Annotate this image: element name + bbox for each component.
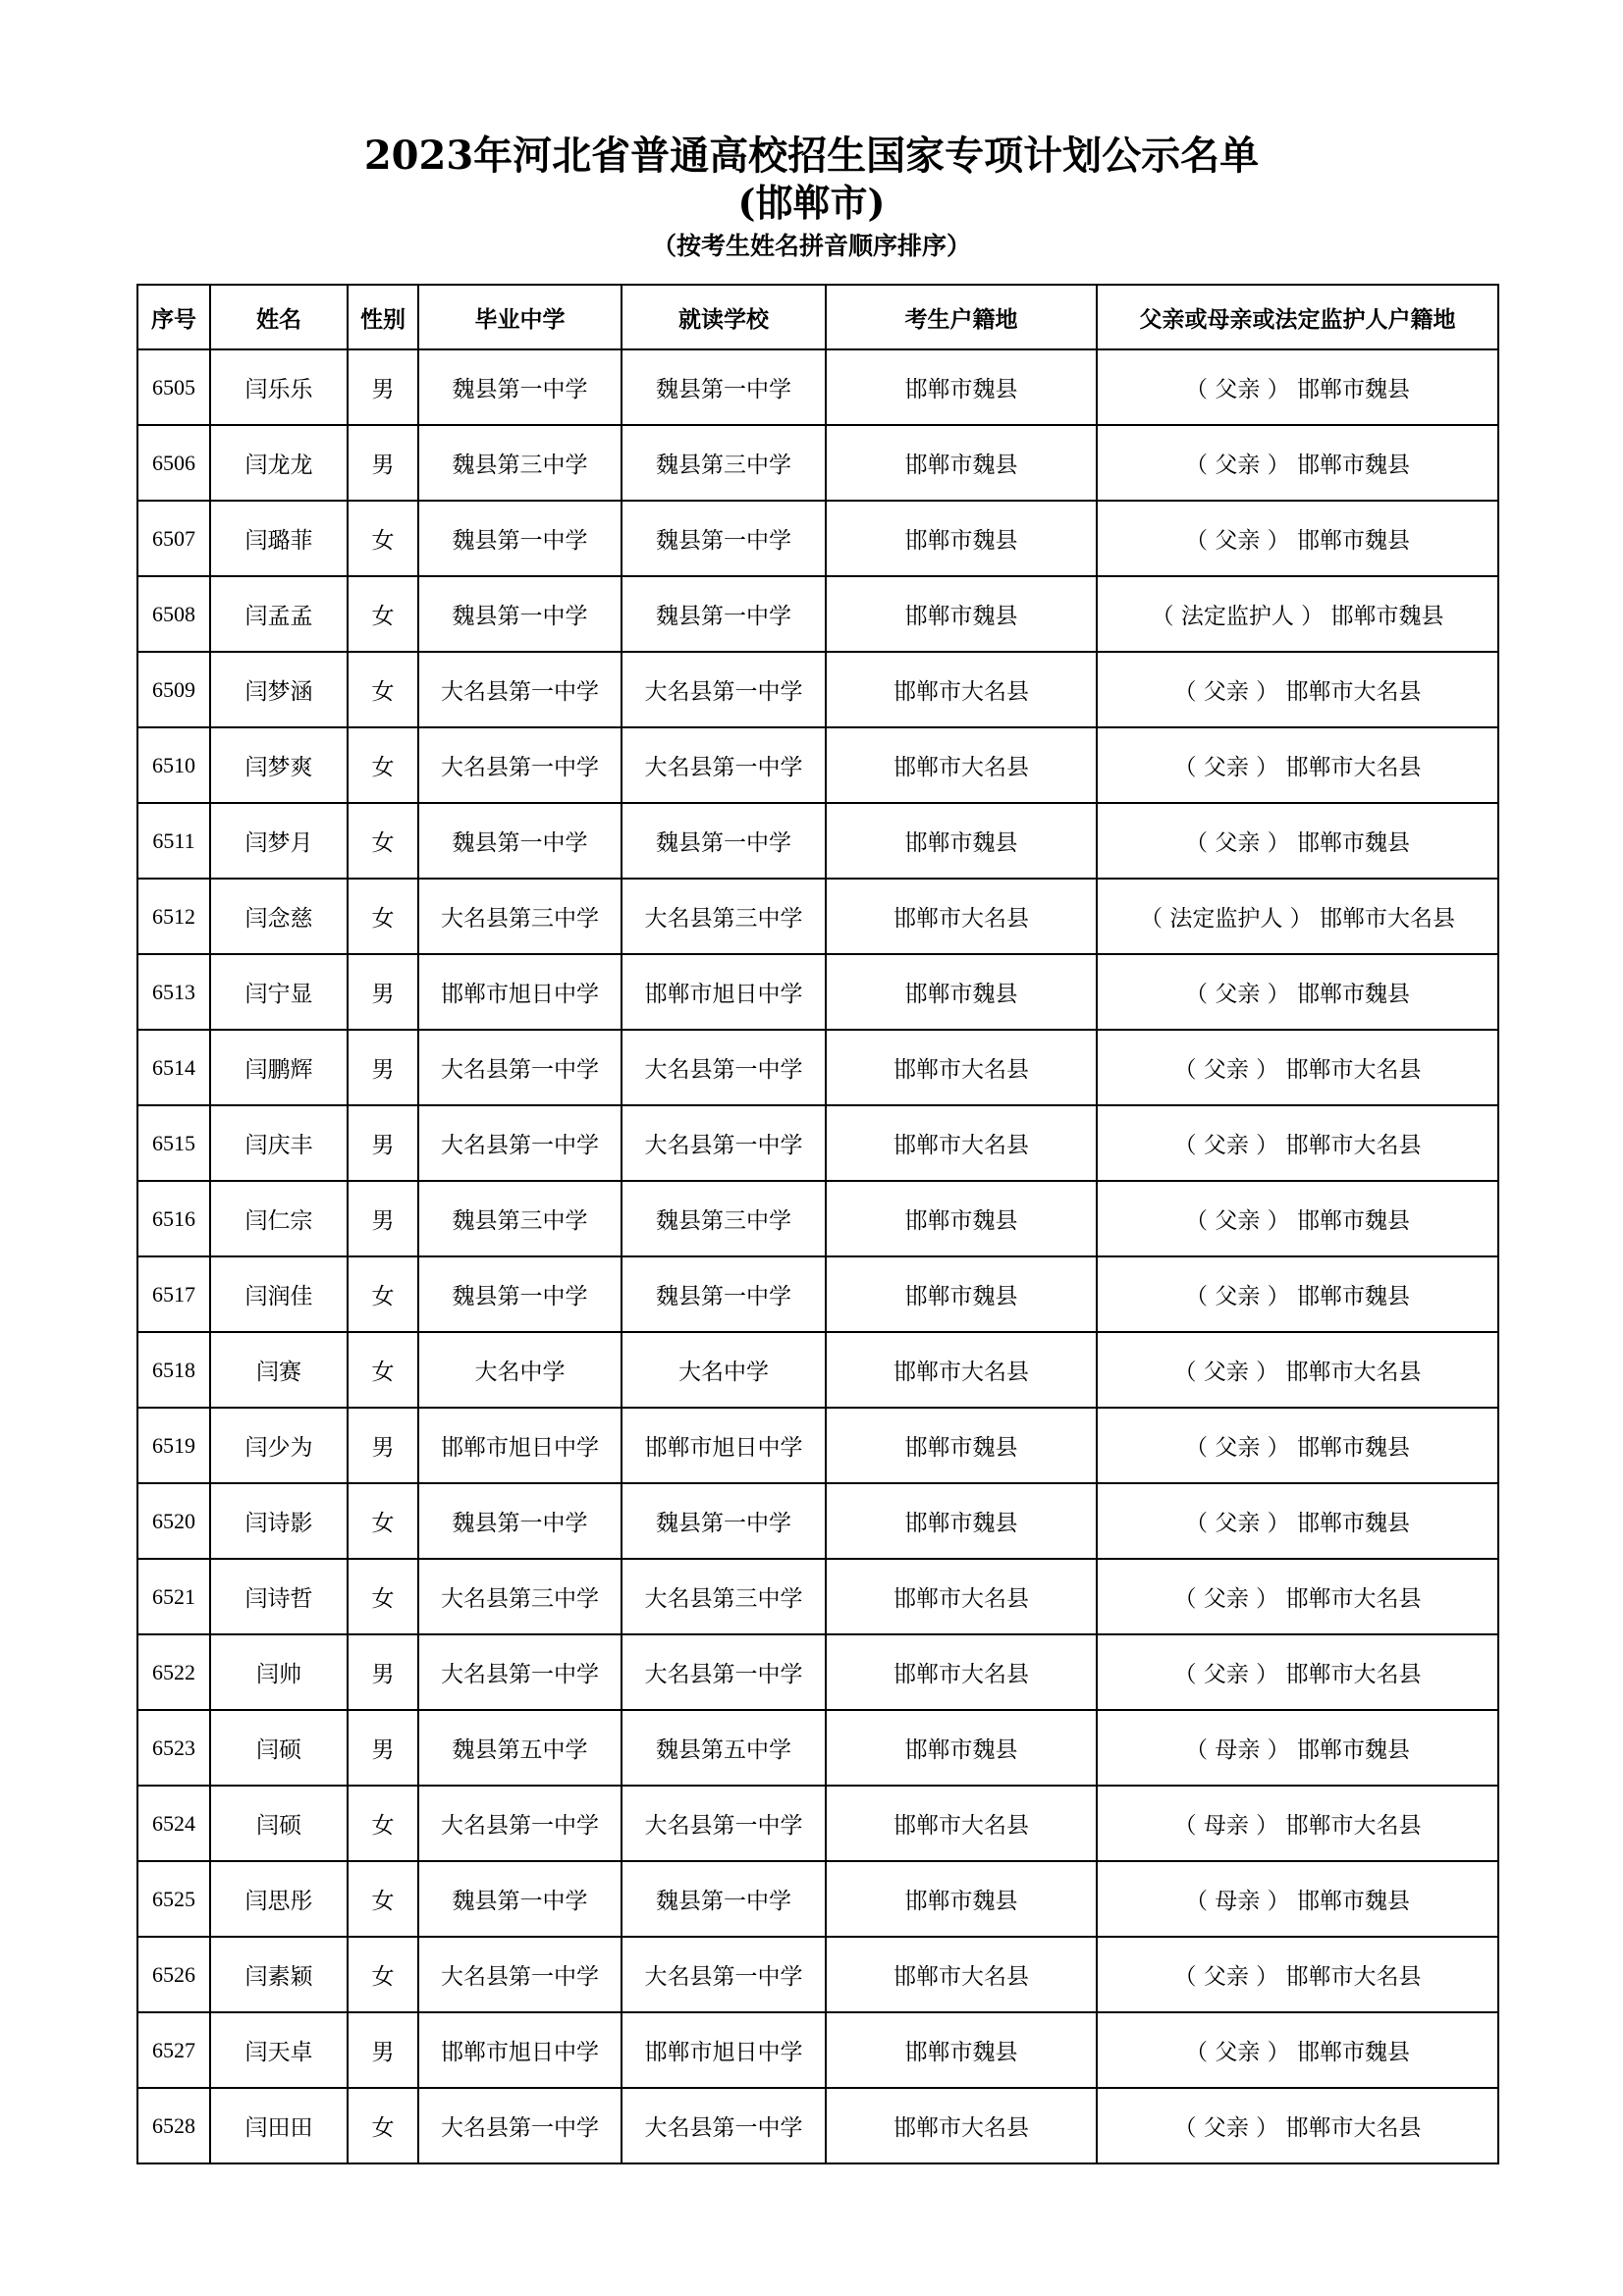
cell-current-school: 魏县第三中学	[622, 1181, 826, 1256]
table-row	[137, 1181, 1498, 1256]
header-gender: 性别	[348, 285, 418, 349]
cell-graduation-school: 大名中学	[418, 1332, 622, 1408]
header-graduation-school: 毕业中学	[418, 285, 622, 349]
cell-current-school: 大名中学	[622, 1332, 826, 1408]
cell-guardian-registration: （ 母亲 ） 邯郸市魏县	[1097, 1861, 1498, 1937]
table-row	[137, 652, 1498, 727]
cell-gender: 男	[348, 1408, 418, 1483]
cell-gender: 女	[348, 501, 418, 576]
table-header-row	[137, 285, 1498, 349]
cell-guardian-registration: （ 父亲 ） 邯郸市大名县	[1097, 1937, 1498, 2012]
cell-gender: 女	[348, 1559, 418, 1634]
cell-name: 闫思彤	[210, 1861, 348, 1937]
cell-gender: 女	[348, 1256, 418, 1332]
cell-name: 闫鹏辉	[210, 1030, 348, 1105]
cell-graduation-school: 魏县第三中学	[418, 425, 622, 501]
cell-seq: 6509	[137, 652, 210, 727]
header-household-registration: 考生户籍地	[826, 285, 1097, 349]
cell-gender: 女	[348, 652, 418, 727]
cell-name: 闫梦爽	[210, 727, 348, 803]
cell-seq: 6514	[137, 1030, 210, 1105]
cell-guardian-registration: （ 母亲 ） 邯郸市魏县	[1097, 1710, 1498, 1786]
table-row	[137, 1634, 1498, 1710]
cell-name: 闫天卓	[210, 2012, 348, 2088]
cell-seq: 6528	[137, 2088, 210, 2163]
cell-graduation-school: 魏县第一中学	[418, 1256, 622, 1332]
cell-gender: 女	[348, 727, 418, 803]
cell-gender: 女	[348, 1332, 418, 1408]
cell-name: 闫梦月	[210, 803, 348, 879]
cell-current-school: 魏县第一中学	[622, 1256, 826, 1332]
header-guardian-registration: 父亲或母亲或法定监护人户籍地	[1097, 285, 1498, 349]
cell-gender: 女	[348, 1937, 418, 2012]
cell-graduation-school: 魏县第一中学	[418, 349, 622, 425]
cell-gender: 女	[348, 2088, 418, 2163]
cell-gender: 男	[348, 1710, 418, 1786]
cell-current-school: 魏县第一中学	[622, 349, 826, 425]
cell-current-school: 大名县第三中学	[622, 879, 826, 954]
table-row	[137, 501, 1498, 576]
cell-name: 闫庆丰	[210, 1105, 348, 1181]
table-row	[137, 1483, 1498, 1559]
cell-name: 闫润佳	[210, 1256, 348, 1332]
cell-graduation-school: 大名县第一中学	[418, 652, 622, 727]
cell-seq: 6505	[137, 349, 210, 425]
cell-guardian-registration: （ 父亲 ） 邯郸市魏县	[1097, 1408, 1498, 1483]
cell-current-school: 魏县第一中学	[622, 1861, 826, 1937]
cell-gender: 女	[348, 803, 418, 879]
table-row	[137, 425, 1498, 501]
cell-seq: 6523	[137, 1710, 210, 1786]
cell-seq: 6510	[137, 727, 210, 803]
cell-seq: 6507	[137, 501, 210, 576]
cell-name: 闫田田	[210, 2088, 348, 2163]
cell-current-school: 大名县第一中学	[622, 1634, 826, 1710]
cell-name: 闫硕	[210, 1710, 348, 1786]
cell-household-registration: 邯郸市魏县	[826, 954, 1097, 1030]
cell-seq: 6527	[137, 2012, 210, 2088]
cell-household-registration: 邯郸市大名县	[826, 1105, 1097, 1181]
cell-seq: 6519	[137, 1408, 210, 1483]
cell-graduation-school: 魏县第一中学	[418, 803, 622, 879]
cell-graduation-school: 邯郸市旭日中学	[418, 954, 622, 1030]
cell-seq: 6526	[137, 1937, 210, 2012]
table-row	[137, 1105, 1498, 1181]
cell-household-registration: 邯郸市大名县	[826, 727, 1097, 803]
table-row	[137, 1559, 1498, 1634]
cell-seq: 6506	[137, 425, 210, 501]
cell-current-school: 大名县第一中学	[622, 1030, 826, 1105]
cell-guardian-registration: （ 父亲 ） 邯郸市大名县	[1097, 1332, 1498, 1408]
cell-gender: 男	[348, 1030, 418, 1105]
cell-guardian-registration: （ 父亲 ） 邯郸市魏县	[1097, 803, 1498, 879]
cell-gender: 女	[348, 576, 418, 652]
table-row	[137, 1256, 1498, 1332]
cell-graduation-school: 魏县第五中学	[418, 1710, 622, 1786]
cell-graduation-school: 大名县第一中学	[418, 2088, 622, 2163]
cell-current-school: 魏县第一中学	[622, 803, 826, 879]
header-current-school: 就读学校	[622, 285, 826, 349]
cell-name: 闫宁显	[210, 954, 348, 1030]
cell-gender: 男	[348, 349, 418, 425]
cell-household-registration: 邯郸市大名县	[826, 2088, 1097, 2163]
cell-name: 闫仁宗	[210, 1181, 348, 1256]
cell-name: 闫少为	[210, 1408, 348, 1483]
table-row	[137, 803, 1498, 879]
cell-seq: 6512	[137, 879, 210, 954]
cell-current-school: 邯郸市旭日中学	[622, 2012, 826, 2088]
cell-current-school: 邯郸市旭日中学	[622, 954, 826, 1030]
cell-guardian-registration: （ 父亲 ） 邯郸市魏县	[1097, 425, 1498, 501]
cell-seq: 6520	[137, 1483, 210, 1559]
cell-household-registration: 邯郸市大名县	[826, 1937, 1097, 2012]
table-row	[137, 1937, 1498, 2012]
cell-graduation-school: 大名县第一中学	[418, 1105, 622, 1181]
cell-guardian-registration: （ 父亲 ） 邯郸市魏县	[1097, 1181, 1498, 1256]
cell-household-registration: 邯郸市魏县	[826, 425, 1097, 501]
cell-graduation-school: 大名县第一中学	[418, 1634, 622, 1710]
cell-graduation-school: 魏县第一中学	[418, 1483, 622, 1559]
cell-household-registration: 邯郸市魏县	[826, 2012, 1097, 2088]
cell-household-registration: 邯郸市魏县	[826, 501, 1097, 576]
cell-gender: 男	[348, 2012, 418, 2088]
cell-guardian-registration: （ 母亲 ） 邯郸市大名县	[1097, 1786, 1498, 1861]
cell-guardian-registration: （ 父亲 ） 邯郸市大名县	[1097, 1105, 1498, 1181]
cell-graduation-school: 魏县第一中学	[418, 1861, 622, 1937]
cell-current-school: 大名县第一中学	[622, 727, 826, 803]
cell-name: 闫硕	[210, 1786, 348, 1861]
table-row	[137, 1332, 1498, 1408]
cell-graduation-school: 邯郸市旭日中学	[418, 2012, 622, 2088]
cell-current-school: 大名县第一中学	[622, 1786, 826, 1861]
cell-guardian-registration: （ 父亲 ） 邯郸市大名县	[1097, 2088, 1498, 2163]
cell-current-school: 大名县第一中学	[622, 1105, 826, 1181]
cell-current-school: 魏县第一中学	[622, 1483, 826, 1559]
cell-household-registration: 邯郸市魏县	[826, 803, 1097, 879]
cell-guardian-registration: （ 父亲 ） 邯郸市魏县	[1097, 1483, 1498, 1559]
cell-gender: 男	[348, 1634, 418, 1710]
cell-guardian-registration: （ 父亲 ） 邯郸市魏县	[1097, 349, 1498, 425]
cell-name: 闫梦涵	[210, 652, 348, 727]
cell-graduation-school: 魏县第一中学	[418, 501, 622, 576]
cell-seq: 6522	[137, 1634, 210, 1710]
cell-guardian-registration: （ 父亲 ） 邯郸市大名县	[1097, 1634, 1498, 1710]
cell-household-registration: 邯郸市魏县	[826, 1256, 1097, 1332]
table-row	[137, 2012, 1498, 2088]
cell-seq: 6517	[137, 1256, 210, 1332]
cell-current-school: 魏县第一中学	[622, 576, 826, 652]
table-row	[137, 1861, 1498, 1937]
cell-household-registration: 邯郸市大名县	[826, 879, 1097, 954]
table-row	[137, 2088, 1498, 2163]
cell-graduation-school: 大名县第一中学	[418, 1937, 622, 2012]
cell-name: 闫诗影	[210, 1483, 348, 1559]
cell-household-registration: 邯郸市魏县	[826, 576, 1097, 652]
cell-gender: 男	[348, 954, 418, 1030]
cell-household-registration: 邯郸市魏县	[826, 1861, 1097, 1937]
cell-name: 闫龙龙	[210, 425, 348, 501]
cell-seq: 6521	[137, 1559, 210, 1634]
cell-seq: 6516	[137, 1181, 210, 1256]
cell-guardian-registration: （ 父亲 ） 邯郸市魏县	[1097, 2012, 1498, 2088]
cell-seq: 6524	[137, 1786, 210, 1861]
cell-gender: 女	[348, 1786, 418, 1861]
table-body	[137, 349, 1498, 2163]
cell-guardian-registration: （ 父亲 ） 邯郸市大名县	[1097, 652, 1498, 727]
document-title: 2023年河北省普通高校招生国家专项计划公示名单	[363, 133, 1260, 179]
cell-guardian-registration: （ 父亲 ） 邯郸市大名县	[1097, 727, 1498, 803]
cell-household-registration: 邯郸市魏县	[826, 1181, 1097, 1256]
cell-name: 闫璐菲	[210, 501, 348, 576]
cell-graduation-school: 大名县第一中学	[418, 1030, 622, 1105]
cell-graduation-school: 大名县第三中学	[418, 1559, 622, 1634]
cell-household-registration: 邯郸市大名县	[826, 1786, 1097, 1861]
cell-household-registration: 邯郸市大名县	[826, 1559, 1097, 1634]
cell-graduation-school: 魏县第一中学	[418, 576, 622, 652]
cell-current-school: 魏县第一中学	[622, 501, 826, 576]
cell-guardian-registration: （ 父亲 ） 邯郸市魏县	[1097, 1256, 1498, 1332]
cell-guardian-registration: （ 父亲 ） 邯郸市魏县	[1097, 501, 1498, 576]
cell-household-registration: 邯郸市大名县	[826, 1030, 1097, 1105]
cell-guardian-registration: （ 父亲 ） 邯郸市大名县	[1097, 1559, 1498, 1634]
cell-current-school: 大名县第一中学	[622, 1937, 826, 2012]
cell-seq: 6508	[137, 576, 210, 652]
cell-gender: 男	[348, 425, 418, 501]
cell-household-registration: 邯郸市魏县	[826, 1483, 1097, 1559]
cell-current-school: 邯郸市旭日中学	[622, 1408, 826, 1483]
table-row	[137, 1786, 1498, 1861]
cell-graduation-school: 大名县第一中学	[418, 727, 622, 803]
cell-household-registration: 邯郸市大名县	[826, 1634, 1097, 1710]
cell-seq: 6525	[137, 1861, 210, 1937]
table-row	[137, 727, 1498, 803]
cell-current-school: 大名县第一中学	[622, 652, 826, 727]
cell-current-school: 魏县第三中学	[622, 425, 826, 501]
cell-name: 闫帅	[210, 1634, 348, 1710]
table-row	[137, 879, 1498, 954]
cell-household-registration: 邯郸市魏县	[826, 349, 1097, 425]
cell-household-registration: 邯郸市大名县	[826, 1332, 1097, 1408]
cell-guardian-registration: （ 法定监护人 ） 邯郸市大名县	[1097, 879, 1498, 954]
cell-seq: 6515	[137, 1105, 210, 1181]
cell-guardian-registration: （ 父亲 ） 邯郸市大名县	[1097, 1030, 1498, 1105]
sort-note: （按考生姓名拼音顺序排序）	[651, 232, 971, 260]
cell-gender: 女	[348, 879, 418, 954]
table-row	[137, 349, 1498, 425]
cell-name: 闫乐乐	[210, 349, 348, 425]
cell-name: 闫素颖	[210, 1937, 348, 2012]
table-row	[137, 954, 1498, 1030]
header-seq: 序号	[137, 285, 210, 349]
cell-household-registration: 邯郸市魏县	[826, 1710, 1097, 1786]
cell-household-registration: 邯郸市魏县	[826, 1408, 1097, 1483]
header-name: 姓名	[210, 285, 348, 349]
document-city: (邯郸市)	[737, 181, 886, 225]
cell-graduation-school: 魏县第三中学	[418, 1181, 622, 1256]
cell-seq: 6518	[137, 1332, 210, 1408]
table-row	[137, 576, 1498, 652]
table-row	[137, 1030, 1498, 1105]
cell-seq: 6511	[137, 803, 210, 879]
cell-graduation-school: 大名县第一中学	[418, 1786, 622, 1861]
table-row	[137, 1710, 1498, 1786]
cell-household-registration: 邯郸市大名县	[826, 652, 1097, 727]
cell-guardian-registration: （ 父亲 ） 邯郸市魏县	[1097, 954, 1498, 1030]
cell-guardian-registration: （ 法定监护人 ） 邯郸市魏县	[1097, 576, 1498, 652]
cell-gender: 女	[348, 1483, 418, 1559]
cell-graduation-school: 邯郸市旭日中学	[418, 1408, 622, 1483]
cell-seq: 6513	[137, 954, 210, 1030]
cell-graduation-school: 大名县第三中学	[418, 879, 622, 954]
cell-current-school: 大名县第一中学	[622, 2088, 826, 2163]
cell-gender: 男	[348, 1105, 418, 1181]
cell-current-school: 大名县第三中学	[622, 1559, 826, 1634]
cell-gender: 女	[348, 1861, 418, 1937]
cell-name: 闫孟孟	[210, 576, 348, 652]
cell-current-school: 魏县第五中学	[622, 1710, 826, 1786]
cell-name: 闫念慈	[210, 879, 348, 954]
cell-name: 闫赛	[210, 1332, 348, 1408]
cell-gender: 男	[348, 1181, 418, 1256]
table-row	[137, 1408, 1498, 1483]
cell-name: 闫诗哲	[210, 1559, 348, 1634]
roster-table	[136, 284, 1499, 2164]
